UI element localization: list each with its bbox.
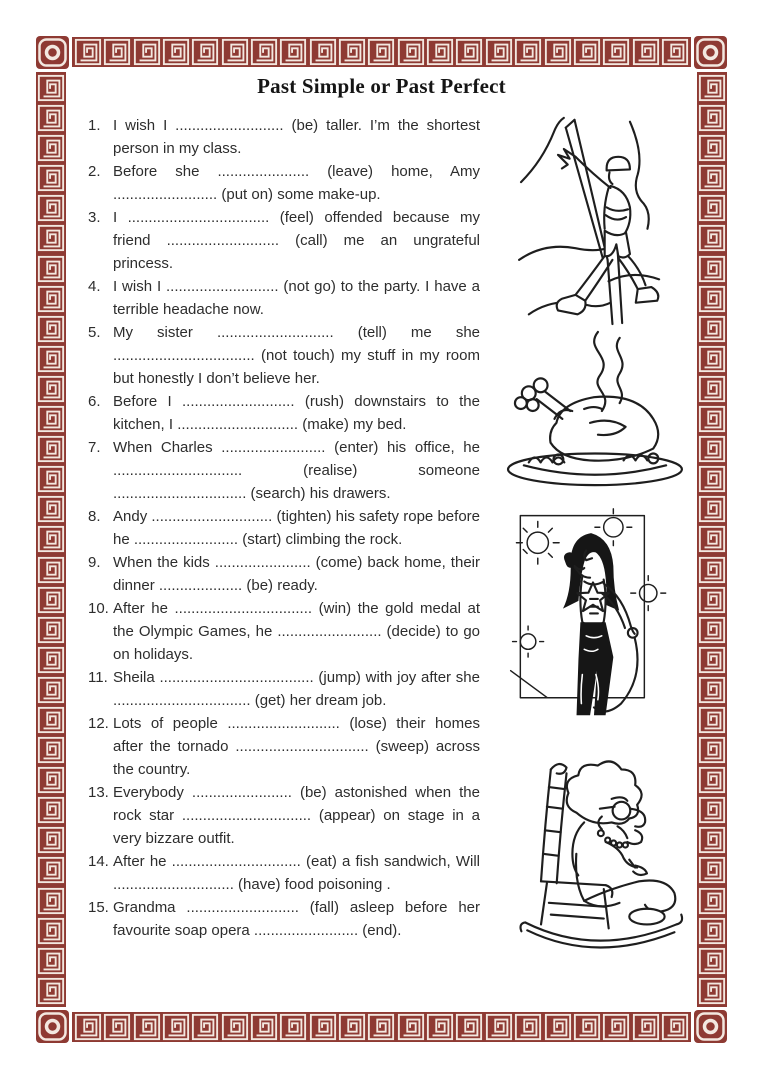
greek-key-icon — [37, 856, 65, 884]
border-strip-left — [36, 72, 66, 1007]
greek-key-icon — [279, 38, 307, 66]
greek-key-icon — [698, 315, 726, 343]
border-corner-icon — [36, 1010, 69, 1043]
greek-key-icon — [632, 38, 660, 66]
exercise-item — [88, 781, 480, 850]
exercise-item — [88, 850, 480, 896]
greek-key-icon — [514, 38, 542, 66]
greek-key-icon — [221, 38, 249, 66]
item-text: Grandma ........................... (fall) asleep before her favourite soap opera ......................... (end). — [113, 899, 480, 939]
item-text: When the kids ....................... (come) back home, their dinner .................... (be) ready. — [113, 554, 480, 594]
circle-corner-icon — [694, 36, 727, 69]
greek-key-icon — [544, 38, 572, 66]
item-text: When Charles ......................... (enter) his office, he ............................... (realise) someone ................................ (search) his drawers. — [113, 439, 480, 502]
item-text: Before I ........................... (rush) downstairs to the kitchen, I ............................. (make) my bed. — [113, 393, 480, 433]
greek-key-icon — [698, 465, 726, 493]
greek-key-icon — [573, 38, 601, 66]
greek-key-icon — [698, 74, 726, 102]
greek-key-icon — [37, 285, 65, 313]
exercise-item — [88, 666, 480, 712]
greek-key-icon — [426, 38, 454, 66]
greek-key-icon — [698, 525, 726, 553]
greek-key-icon — [37, 224, 65, 252]
greek-key-icon — [37, 796, 65, 824]
item-text: I wish I .......................... (be) taller. I’m the shortest person in my class. — [113, 117, 480, 157]
greek-key-icon — [698, 826, 726, 854]
roast-chicken-illustration — [499, 328, 687, 494]
greek-key-icon — [485, 38, 513, 66]
greek-key-icon — [37, 104, 65, 132]
item-text: After he ................................. (win) the gold medal at the Olympic Games, he ......................... (decide) to go on holidays. — [113, 600, 480, 663]
greek-key-icon — [698, 194, 726, 222]
greek-key-icon — [191, 38, 219, 66]
greek-key-icon — [698, 977, 726, 1005]
greek-key-icon — [698, 586, 726, 614]
exercise-item — [88, 160, 480, 206]
greek-key-icon — [698, 405, 726, 433]
greek-key-icon — [698, 616, 726, 644]
border-corner-icon — [694, 1010, 727, 1043]
item-text: After he ............................... (eat) a fish sandwich, Will ............................. (have) food poisoning . — [113, 853, 480, 893]
greek-key-icon — [698, 856, 726, 884]
rock-singer-illustration — [500, 504, 686, 722]
greek-key-icon — [74, 38, 102, 66]
greek-key-icon — [698, 706, 726, 734]
grandma-rocking-chair-illustration — [490, 736, 696, 952]
greek-key-icon — [698, 736, 726, 764]
greek-key-icon — [309, 38, 337, 66]
greek-key-icon — [698, 646, 726, 674]
exercise-item — [88, 551, 480, 597]
greek-key-icon — [162, 38, 190, 66]
greek-key-icon — [37, 405, 65, 433]
item-number: 12. — [88, 715, 109, 732]
greek-key-icon — [37, 315, 65, 343]
greek-key-icon — [37, 525, 65, 553]
exercise-item — [88, 275, 480, 321]
exercise-item — [88, 597, 480, 666]
illustration-column — [480, 114, 697, 952]
item-number: 7. — [88, 439, 101, 456]
item-number: 1. — [88, 117, 101, 134]
item-number: 14. — [88, 853, 109, 870]
greek-key-icon — [698, 345, 726, 373]
greek-key-icon — [37, 917, 65, 945]
exercise-item — [88, 896, 480, 942]
greek-key-icon — [37, 616, 65, 644]
greek-key-icon — [133, 38, 161, 66]
exercise-item — [88, 712, 480, 781]
border-strip-top — [72, 37, 691, 67]
greek-key-icon — [37, 736, 65, 764]
item-text: Lots of people ........................... (lose) their homes after the tornado ................................ (sweep) across the country. — [113, 715, 480, 778]
border-strip-right — [697, 72, 727, 1007]
greek-key-icon — [37, 556, 65, 584]
item-number: 3. — [88, 209, 101, 226]
greek-key-icon — [698, 556, 726, 584]
greek-key-icon — [37, 345, 65, 373]
greek-key-icon — [698, 766, 726, 794]
rock-climber-illustration — [514, 114, 672, 326]
exercise-item — [88, 206, 480, 275]
item-number: 4. — [88, 278, 101, 295]
item-text: Andy ............................. (tighten) his safety rope before he ......................... (start) climbing the rock. — [113, 508, 480, 548]
item-text: I wish I ........................... (not go) to the party. I have a terrible headache now. — [113, 278, 480, 318]
exercise-item — [88, 321, 480, 390]
item-number: 13. — [88, 784, 109, 801]
item-text: Sheila ..................................... (jump) with joy after she ................................. (get) her dream job. — [113, 669, 480, 709]
greek-key-icon — [37, 766, 65, 794]
greek-key-icon — [37, 375, 65, 403]
page-title: Past Simple or Past Perfect — [257, 74, 506, 98]
item-number: 5. — [88, 324, 101, 341]
greek-key-icon — [37, 435, 65, 463]
greek-key-icon — [37, 134, 65, 162]
item-text: Before she ...................... (leave) home, Amy ......................... (put on) some make-up. — [113, 163, 480, 203]
greek-key-icon — [37, 947, 65, 975]
exercise-item — [88, 436, 480, 505]
greek-key-icon — [455, 38, 483, 66]
greek-key-icon — [37, 255, 65, 283]
greek-key-icon — [37, 887, 65, 915]
item-text: I .................................. (feel) offended because my friend ........................... (call) me an ungrateful princess. — [113, 209, 480, 272]
exercise-item — [88, 390, 480, 436]
greek-key-icon — [698, 134, 726, 162]
greek-key-icon — [37, 495, 65, 523]
greek-key-icon — [397, 38, 425, 66]
item-number: 2. — [88, 163, 101, 180]
greek-key-icon — [367, 38, 395, 66]
greek-key-icon — [698, 104, 726, 132]
greek-key-icon — [37, 465, 65, 493]
greek-key-icon — [698, 676, 726, 704]
greek-key-icon — [37, 74, 65, 102]
circle-corner-icon — [694, 1010, 727, 1043]
greek-key-icon — [698, 495, 726, 523]
greek-key-icon — [698, 917, 726, 945]
greek-key-icon — [37, 676, 65, 704]
greek-key-icon — [338, 38, 366, 66]
border-corner-icon — [694, 36, 727, 69]
item-text: Everybody ........................ (be) astonished when the rock star ............................... (appear) on stage in a very bizzare outfit. — [113, 784, 480, 847]
greek-key-icon — [37, 586, 65, 614]
circle-corner-icon — [36, 36, 69, 69]
greek-key-icon — [103, 38, 131, 66]
greek-key-icon — [698, 435, 726, 463]
exercise-item — [88, 114, 480, 160]
greek-key-icon — [250, 38, 278, 66]
item-number: 9. — [88, 554, 101, 571]
greek-key-icon — [661, 38, 689, 66]
circle-corner-icon — [36, 1010, 69, 1043]
item-number: 11. — [88, 669, 108, 686]
item-text: My sister ............................ (tell) me she .................................. (not touch) my stuff in my room but honestly I don’t believe her. — [113, 324, 480, 387]
exercise-list — [88, 114, 480, 952]
greek-key-icon — [698, 887, 726, 915]
greek-key-icon — [698, 224, 726, 252]
greek-key-icon — [37, 646, 65, 674]
border-corner-icon — [36, 36, 69, 69]
item-number: 8. — [88, 508, 101, 525]
greek-key-icon — [37, 977, 65, 1005]
exercise-item — [88, 505, 480, 551]
item-number: 15. — [88, 899, 109, 916]
greek-key-icon — [698, 285, 726, 313]
greek-key-icon — [37, 164, 65, 192]
greek-key-icon — [602, 38, 630, 66]
greek-key-icon — [37, 826, 65, 854]
greek-key-icon — [698, 255, 726, 283]
greek-key-icon — [698, 796, 726, 824]
item-number: 10. — [88, 600, 109, 617]
greek-key-icon — [698, 164, 726, 192]
greek-key-icon — [698, 375, 726, 403]
greek-key-icon — [37, 706, 65, 734]
worksheet-content — [66, 66, 697, 1019]
item-number: 6. — [88, 393, 101, 410]
greek-key-icon — [37, 194, 65, 222]
greek-key-icon — [698, 947, 726, 975]
